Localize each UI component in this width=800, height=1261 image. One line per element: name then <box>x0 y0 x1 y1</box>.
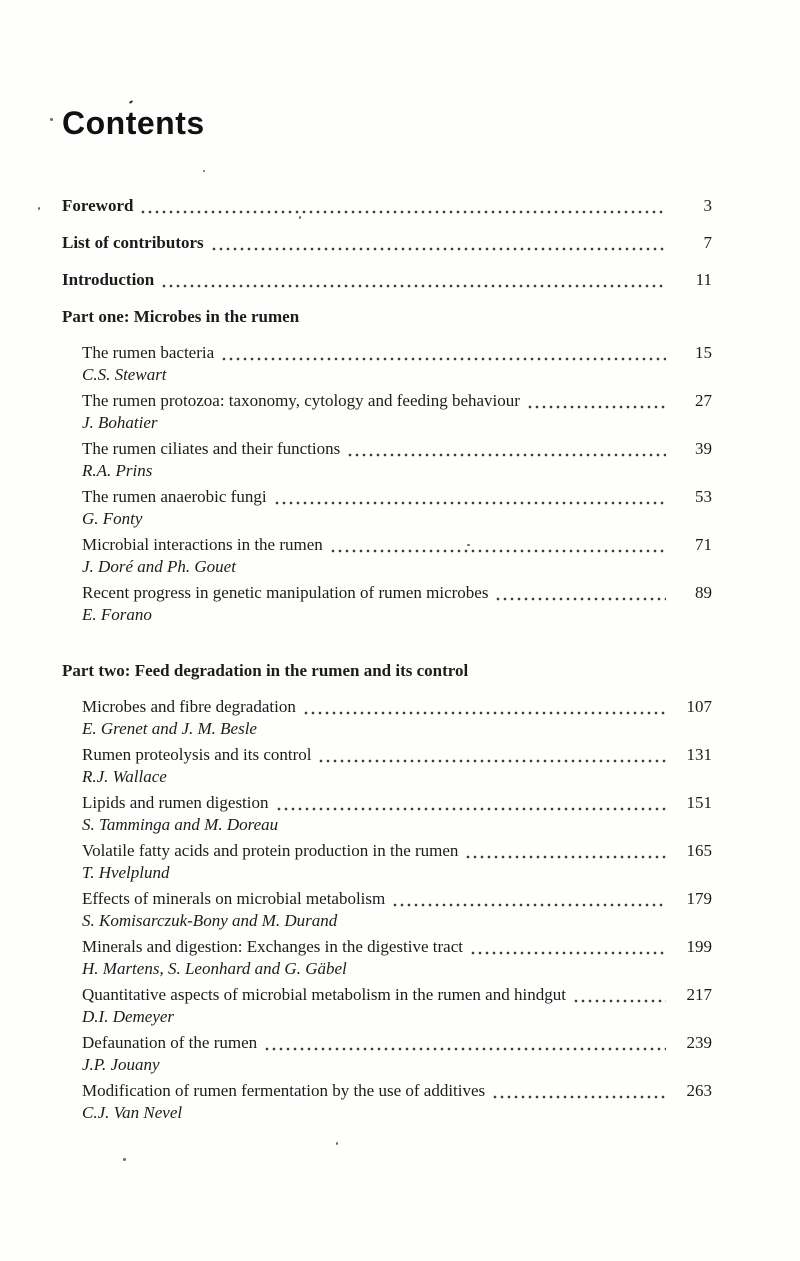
dot-leader <box>212 247 666 251</box>
dot-leader <box>222 357 666 361</box>
chapter-title-row <box>82 888 712 910</box>
chapter-title-row <box>82 342 712 364</box>
entry-page-number: 3 <box>703 196 712 215</box>
chapter-title-row <box>82 984 712 1006</box>
chapter-authors: E. Grenet and J. M. Besle <box>82 719 257 738</box>
chapter-title: The rumen protozoa: taxonomy, cytology and feeding behaviour <box>82 391 520 410</box>
chapter-authors: C.S. Stewart <box>82 365 167 384</box>
part-two-chapters <box>82 696 712 1124</box>
toc-entry <box>82 984 712 1028</box>
chapter-page-number: 217 <box>686 985 712 1004</box>
toc-entry <box>82 936 712 980</box>
toc-entry <box>82 1080 712 1124</box>
toc-entry <box>82 342 712 386</box>
chapter-title: The rumen anaerobic fungi <box>82 487 267 506</box>
chapter-page-number: 53 <box>695 487 712 506</box>
toc-entry <box>82 696 712 740</box>
toc-entry <box>82 534 712 578</box>
dot-leader <box>493 1095 666 1099</box>
chapter-title-row <box>82 840 712 862</box>
chapter-title-row <box>82 582 712 604</box>
chapter-title: Rumen proteolysis and its control <box>82 745 312 764</box>
toc-entry <box>82 792 712 836</box>
chapter-title: The rumen ciliates and their functions <box>82 439 341 458</box>
chapter-page-number: 39 <box>695 439 712 458</box>
chapter-authors: G. Fonty <box>82 509 143 528</box>
entry-title: Introduction <box>62 270 155 289</box>
chapter-title-row <box>82 1032 712 1054</box>
chapter-authors: H. Martens, S. Leonhard and G. Gäbel <box>82 959 347 978</box>
entry-page-number: 11 <box>695 270 712 289</box>
toc-entry <box>82 582 712 626</box>
chapter-authors: J. Bohatier <box>82 413 158 432</box>
chapter-title: Minerals and digestion: Exchanges in the digestive tract <box>82 937 463 956</box>
chapter-page-number: 151 <box>686 793 712 812</box>
toc-entry <box>82 744 712 788</box>
chapter-authors: R.A. Prins <box>82 461 153 480</box>
chapter-title-row <box>82 390 712 412</box>
chapter-authors: J. Doré and Ph. Gouet <box>82 557 236 576</box>
chapter-title: Effects of minerals on microbial metabolism <box>82 889 386 908</box>
chapter-authors: S. Tamminga and M. Doreau <box>82 815 279 834</box>
dot-leader <box>496 597 666 601</box>
entry-page-number: 7 <box>703 233 712 252</box>
dot-leader <box>471 951 666 955</box>
toc-entry <box>82 840 712 884</box>
toc-entry <box>82 390 712 434</box>
chapter-title: Volatile fatty acids and protein production in the rumen <box>82 841 459 860</box>
chapter-authors: E. Forano <box>82 605 152 624</box>
toc-entry-list-of-contributors <box>62 232 712 254</box>
dot-leader <box>528 405 666 409</box>
chapter-authors: C.J. Van Nevel <box>82 1103 183 1122</box>
chapter-page-number: 239 <box>686 1033 712 1052</box>
scan-speck <box>50 118 53 121</box>
toc-entry <box>82 888 712 932</box>
toc-entry-foreword <box>62 195 712 217</box>
page-title: Contents <box>62 105 205 141</box>
chapter-authors: T. Hvelplund <box>82 863 170 882</box>
chapter-title: The rumen bacteria <box>82 343 215 362</box>
chapter-title-row <box>82 792 712 814</box>
chapter-page-number: 199 <box>686 937 712 956</box>
chapter-title: Quantitative aspects of microbial metabolism in the rumen and hindgut <box>82 985 566 1004</box>
dot-leader <box>348 453 666 457</box>
chapter-title: Microbial interactions in the rumen <box>82 535 323 554</box>
entry-title: Foreword <box>62 196 134 215</box>
toc-entry-introduction <box>62 269 712 291</box>
chapter-title-row <box>82 534 712 556</box>
part-one-chapters <box>82 342 712 626</box>
toc-entry <box>82 438 712 482</box>
dot-leader <box>141 210 666 214</box>
chapter-title: Lipids and rumen digestion <box>82 793 269 812</box>
chapter-page-number: 27 <box>695 391 712 410</box>
chapter-page-number: 107 <box>686 697 712 716</box>
scan-speck <box>123 1158 126 1161</box>
table-of-contents <box>62 195 712 1124</box>
chapter-page-number: 89 <box>695 583 712 602</box>
scan-speck <box>336 1142 338 1145</box>
entry-title: List of contributors <box>62 233 204 252</box>
chapter-authors: D.I. Demeyer <box>82 1007 175 1026</box>
part-one-heading: Part one: Microbes in the rumen <box>62 307 300 326</box>
part-two-heading: Part two: Feed degradation in the rumen and its control <box>62 661 469 680</box>
chapter-page-number: 179 <box>686 889 712 908</box>
chapter-page-number: 15 <box>695 343 712 362</box>
page-content <box>62 0 712 1128</box>
dot-leader <box>574 999 666 1003</box>
dot-leader <box>275 501 666 505</box>
chapter-page-number: 263 <box>686 1081 712 1100</box>
dot-leader <box>304 711 666 715</box>
chapter-title-row <box>82 438 712 460</box>
chapter-title: Recent progress in genetic manipulation of rumen microbes <box>82 583 489 602</box>
toc-entry <box>82 486 712 530</box>
dot-leader <box>265 1047 666 1051</box>
dot-leader <box>393 903 666 907</box>
chapter-page-number: 131 <box>686 745 712 764</box>
chapter-title-row <box>82 696 712 718</box>
chapter-title-row <box>82 1080 712 1102</box>
dot-leader <box>162 284 666 288</box>
chapter-title-row <box>82 936 712 958</box>
chapter-title: Modification of rumen fermentation by the use of additives <box>82 1081 486 1100</box>
chapter-title-row <box>82 744 712 766</box>
scan-speck <box>38 207 40 210</box>
dot-leader <box>331 549 666 553</box>
chapter-authors: J.P. Jouany <box>82 1055 160 1074</box>
chapter-authors: S. Komisarczuk-Bony and M. Durand <box>82 911 338 930</box>
chapter-title: Defaunation of the rumen <box>82 1033 258 1052</box>
chapter-title: Microbes and fibre degradation <box>82 697 296 716</box>
dot-leader <box>466 855 666 859</box>
dot-leader <box>319 759 666 763</box>
chapter-title-row <box>82 486 712 508</box>
chapter-page-number: 71 <box>695 535 712 554</box>
dot-leader <box>277 807 666 811</box>
chapter-page-number: 165 <box>686 841 712 860</box>
chapter-authors: R.J. Wallace <box>82 767 167 786</box>
toc-entry <box>82 1032 712 1076</box>
